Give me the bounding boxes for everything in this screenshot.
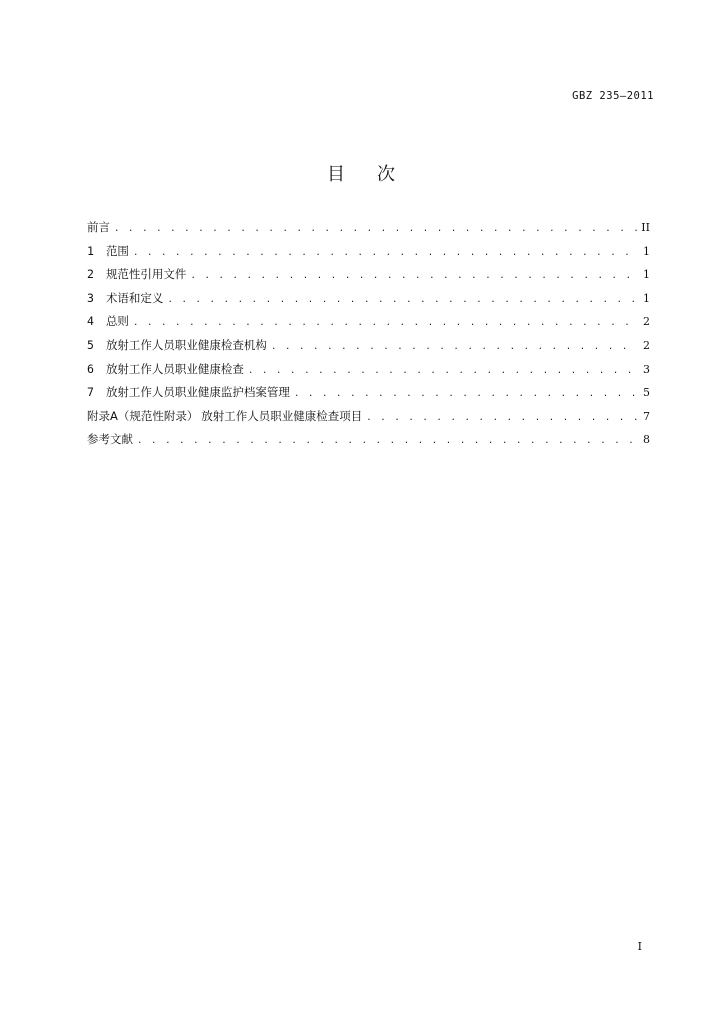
toc-entry-scope[interactable] — [87, 242, 650, 266]
toc-entry-label: 附录A（规范性附录） — [87, 408, 199, 423]
toc-entry-label-secondary: 放射工作人员职业健康检查项目 — [201, 408, 363, 423]
dot-leader — [271, 338, 638, 356]
dot-leader — [294, 385, 638, 403]
toc-entry-label: 放射工作人员职业健康检查机构 — [105, 337, 267, 352]
toc-entry-bibliography[interactable] — [87, 430, 650, 454]
standard-code: GBZ 235—2011 — [572, 90, 654, 102]
dot-leader — [137, 432, 638, 450]
toc-entry-label: 总则 — [105, 314, 129, 329]
toc-entry-page: 5 — [643, 386, 650, 400]
dot-leader — [133, 314, 638, 332]
toc-entry-terms-definitions[interactable] — [87, 289, 650, 313]
toc-entry-normative-references[interactable] — [87, 265, 650, 289]
toc-entry-page: 7 — [643, 409, 650, 423]
toc-title-char-2: 次 — [377, 164, 397, 185]
toc-title — [0, 160, 724, 186]
toc-entry-page: 2 — [643, 315, 650, 329]
dot-leader — [366, 409, 638, 427]
toc-entry-label: 参考文献 — [87, 432, 133, 447]
toc-entry-page: 1 — [643, 244, 650, 258]
toc-entry-page: 1 — [643, 291, 650, 305]
toc-entry-number: 7 — [87, 385, 94, 400]
dot-leader — [248, 362, 638, 380]
toc-entry-label: 放射工作人员职业健康检查 — [105, 361, 244, 376]
toc-entry-page: 3 — [643, 362, 650, 376]
toc-title-char-1: 目 — [327, 164, 347, 185]
toc-entry-label: 范围 — [105, 243, 129, 258]
toc-entry-page: 2 — [643, 338, 650, 352]
toc-entry-appendix-a[interactable] — [87, 407, 650, 431]
toc-entry-page: 8 — [643, 433, 650, 447]
toc-entry-number: 3 — [87, 290, 94, 305]
toc-entry-records-management[interactable] — [87, 383, 650, 407]
toc-entry-number: 1 — [87, 243, 94, 258]
toc-entry-foreword[interactable] — [87, 218, 650, 242]
toc-list — [87, 218, 650, 454]
toc-entry-page: 1 — [643, 268, 650, 282]
toc-entry-number: 4 — [87, 314, 94, 329]
toc-entry-number: 6 — [87, 361, 94, 376]
dot-leader — [114, 220, 637, 238]
toc-entry-health-exam[interactable] — [87, 360, 650, 384]
toc-entry-number: 5 — [87, 337, 94, 352]
dot-leader — [167, 291, 638, 309]
dot-leader — [133, 244, 638, 262]
toc-entry-exam-institution[interactable] — [87, 336, 650, 360]
toc-entry-label: 术语和定义 — [105, 290, 164, 305]
dot-leader — [190, 267, 638, 285]
toc-entry-label: 前言 — [87, 220, 110, 234]
toc-entry-page: II — [641, 221, 650, 234]
toc-entry-label: 规范性引用文件 — [105, 267, 187, 282]
toc-entry-number: 2 — [87, 267, 94, 282]
page-number: I — [637, 940, 642, 953]
toc-entry-label: 放射工作人员职业健康监护档案管理 — [105, 385, 290, 400]
toc-entry-general[interactable] — [87, 312, 650, 336]
